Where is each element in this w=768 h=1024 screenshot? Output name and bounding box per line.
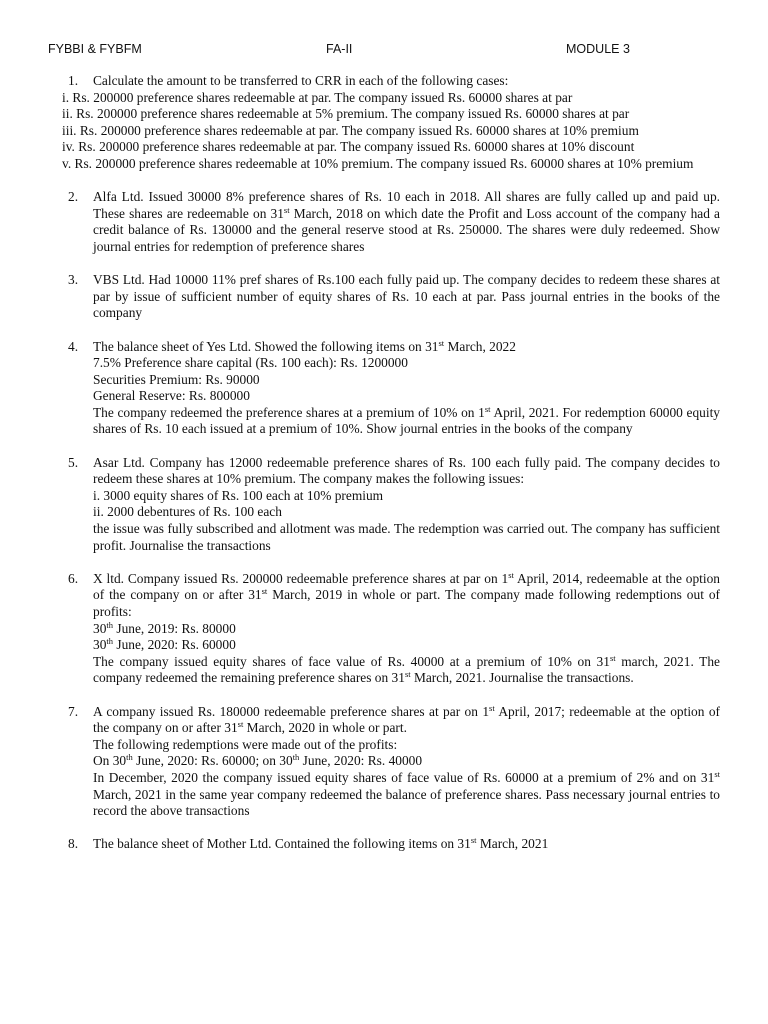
question-6-redemption-2: 30th June, 2020: Rs. 60000 [93, 636, 236, 653]
question-number: 4. [68, 338, 79, 354]
question-7-intro: A company issued Rs. 180000 redeemable preference shares at par on 1st April, 2017; redeemable at the option of the company on or after 31st March, 2020 in whole or part. [93, 702, 720, 736]
question-4-intro: The balance sheet of Yes Ltd. Showed the following items on 31st March, 2022 [93, 337, 516, 354]
question-4-item-sec-premium: Securities Premium: Rs. 90000 [93, 371, 260, 387]
question-3 [62, 272, 720, 322]
question-5-issue-i: i. 3000 equity shares of Rs. 100 each at 10% premium [93, 487, 384, 503]
question-6-redemption-1: 30th June, 2019: Rs. 80000 [93, 619, 236, 636]
question-number: 2. [68, 189, 79, 205]
question-1-title: Calculate the amount to be transferred to CRR in each of the following cases: [93, 73, 509, 88]
question-number: 1. [68, 73, 79, 88]
question-5-intro: Asar Ltd. Company has 12000 redeemable preference shares of Rs. 100 each fully paid. The company decides to redeem these shares at 10% premium. The company makes the following issues: [93, 454, 720, 487]
header-module: MODULE 3 [566, 42, 630, 56]
question-list [62, 73, 720, 853]
case-ii: ii. Rs. 200000 preference shares redeemable at 5% premium. The company issued Rs. 60000 shares at par [62, 106, 630, 122]
question-5 [62, 455, 720, 555]
question-6-instructions: The company issued equity shares of face value of Rs. 40000 at a premium of 10% on 31st march, 2021. The company redeemed the remaining preference shares on 31st March, 2021. Journalise the transactions. [93, 652, 720, 686]
question-8-text: The balance sheet of Mother Ltd. Contained the following items on 31st March, 2021 [93, 835, 549, 852]
question-6 [62, 571, 720, 687]
question-number: 8. [68, 836, 79, 852]
header-course: FYBBI & FYBFM [48, 42, 142, 56]
question-6-intro: X ltd. Company issued Rs. 200000 redeemable preference shares at par on 1st April, 2014, redeemable at the option of the company on or after 31st March, 2019 in whole or part. The company made following redemptions out of profits: [93, 569, 720, 619]
question-1 [62, 73, 720, 173]
question-3-text: VBS Ltd. Had 10000 11% pref shares of Rs.100 each fully paid up. The company decides to redeem these shares at par by issue of sufficient number of equity shares of Rs. 10 each at par. Pass journal entries in the books of the company [93, 272, 720, 321]
question-4-instructions: The company redeemed the preference shares at a premium of 10% on 1st April, 2021. For redemption 60000 equity shares of Rs. 10 each issued at a premium of 10%. Show journal entries in the books of the company [93, 403, 720, 437]
case-iii: iii. Rs. 200000 preference shares redeemable at par. The company issued Rs. 60000 shares at 10% premium [62, 122, 639, 138]
question-7-redemptions: On 30th June, 2020: Rs. 60000; on 30th June, 2020: Rs. 40000 [93, 752, 423, 769]
question-number: 3. [68, 272, 79, 288]
case-i: i. Rs. 200000 preference shares redeemable at par. The company issued Rs. 60000 shares at par [62, 89, 573, 105]
question-number: 6. [68, 570, 79, 586]
question-2-text: Alfa Ltd. Issued 30000 8% preference shares of Rs. 10 each in 2018. All shares are fully called up and paid up. These shares are redeemable on 31st March, 2018 on which date the Profit and Loss account of the company had a credit balance of Rs. 130000 and the general reserve stood at Rs. 250000. The shares were duly redeemed. Show journal entries for redemption of preference shares [93, 189, 720, 254]
question-number: 5. [68, 454, 79, 470]
page-header [48, 42, 720, 60]
case-v: v. Rs. 200000 preference shares redeemable at 10% premium. The company issued Rs. 60000 shares at 10% premium [62, 155, 694, 171]
question-7-redemptions-heading: The following redemptions were made out of the profits: [93, 736, 398, 752]
question-5-instructions: the issue was fully subscribed and allotment was made. The redemption was carried out. The company has sufficient profit. Journalise the transactions [93, 521, 720, 553]
question-2 [62, 189, 720, 255]
question-1-cases [62, 90, 720, 173]
question-4-item-general-reserve: General Reserve: Rs. 800000 [93, 388, 250, 404]
case-iv: iv. Rs. 200000 preference shares redeemable at par. The company issued Rs. 60000 shares at 10% discount [62, 139, 635, 155]
question-4 [62, 339, 720, 439]
question-7-instructions: In December, 2020 the company issued equity shares of face value of Rs. 60000 at a premium of 2% and on 31st March, 2021 in the same year company redeemed the balance of preference shares. Pass necessary journal entries to record the above transactions [93, 768, 720, 819]
question-7 [62, 704, 720, 820]
header-subject: FA-II [326, 42, 353, 56]
question-4-item-pref-capital: 7.5% Preference share capital (Rs. 100 each): Rs. 1200000 [93, 355, 408, 371]
question-5-issue-ii: ii. 2000 debentures of Rs. 100 each [93, 504, 282, 520]
question-8 [62, 836, 720, 853]
question-number: 7. [68, 703, 79, 719]
